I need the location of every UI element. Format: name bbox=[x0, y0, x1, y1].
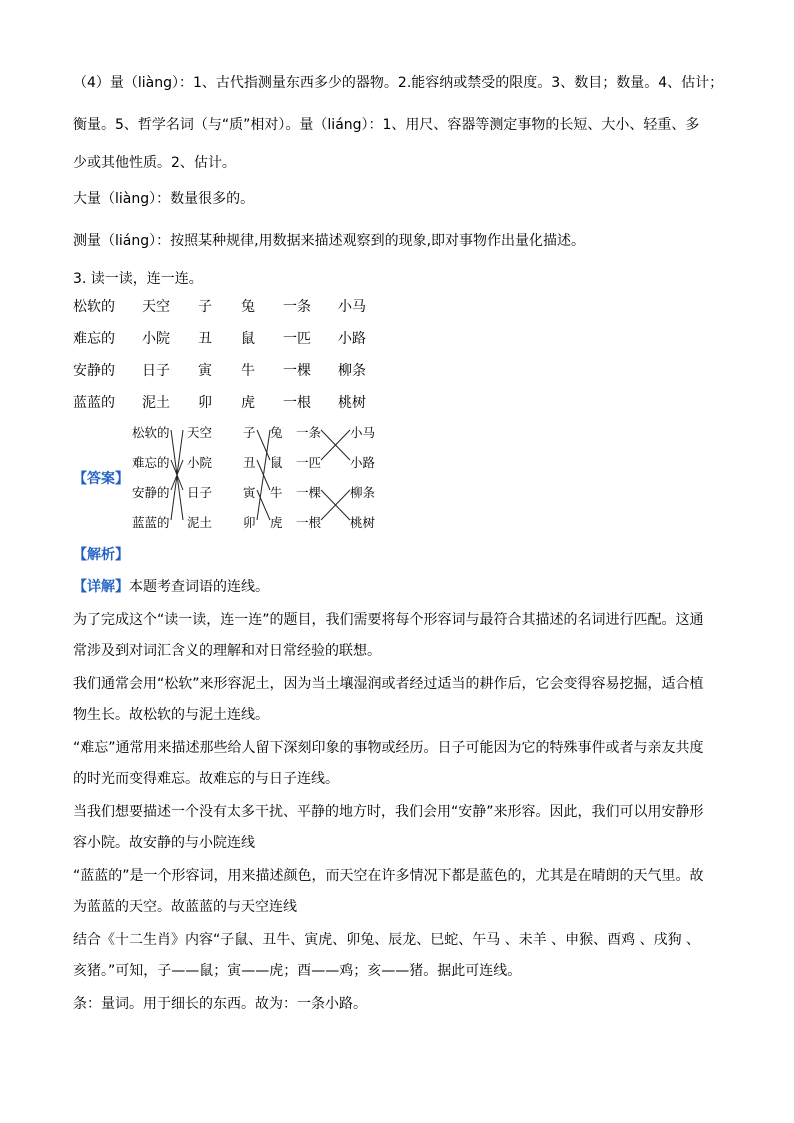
word-object: 小马 bbox=[338, 299, 366, 315]
answer-word: 蓝蓝的 bbox=[132, 515, 170, 530]
analysis-p6-line2: 亥猪。”可知，子——鼠；寅——虎；酉——鸡；亥——猪。据此可连线。 bbox=[73, 963, 522, 979]
answer-word: 一棵 bbox=[296, 485, 322, 500]
answer-word: 泥土 bbox=[187, 515, 213, 530]
answer-word: 桃树 bbox=[350, 515, 376, 530]
answer-word: 小马 bbox=[350, 425, 376, 440]
word-noun: 天空 bbox=[142, 299, 170, 315]
answer-word: 牛 bbox=[270, 485, 283, 500]
word-adj: 难忘的 bbox=[73, 331, 115, 347]
answer-word: 子 bbox=[243, 425, 256, 440]
line-mao-tu bbox=[257, 430, 270, 520]
answer-connecting-lines bbox=[125, 417, 385, 532]
word-branch: 寅 bbox=[198, 363, 212, 379]
answer-word: 安静的 bbox=[132, 485, 170, 500]
word-object: 桃树 bbox=[338, 395, 366, 411]
intro-line-1: （4）量（liàng）：1、古代指测量东西多少的器物。2.能容纳或禁受的限度。3、数目；数量。4、估计； bbox=[73, 75, 724, 91]
answer-word: 一匹 bbox=[296, 455, 322, 470]
intro-line-3: 少或其他性质。2、估计。 bbox=[73, 155, 236, 171]
analysis-p4-line1: 当我们想要描述一个没有太多干扰、平静的地方时，我们会用“安静”来形容。因此，我们可以用安静形 bbox=[73, 804, 704, 820]
answer-word: 一根 bbox=[296, 515, 322, 530]
word-adj: 安静的 bbox=[73, 363, 115, 379]
answer-word: 兔 bbox=[270, 425, 283, 440]
answer-word: 虎 bbox=[270, 515, 283, 530]
answer-word: 鼠 bbox=[270, 455, 283, 470]
answer-word: 一条 bbox=[296, 425, 322, 440]
celiang-definition: 测量（liáng）：按照某种规律,用数据来描述观察到的现象,即对事物作出量化描述。 bbox=[73, 233, 586, 249]
word-branch: 卯 bbox=[198, 395, 212, 411]
word-noun: 泥土 bbox=[142, 395, 170, 411]
detail-label: 【详解】 bbox=[73, 579, 129, 595]
analysis-p6-line1: 结合《十二生肖》内容“子鼠、丑牛、寅虎、卯兔、辰龙、巳蛇、午马 、未羊 、申猴、酉鸡 、戌狗 、 bbox=[73, 932, 701, 948]
answer-word: 小院 bbox=[187, 455, 213, 470]
analysis-p5-line2: 为蓝蓝的天空。故蓝蓝的与天空连线 bbox=[73, 899, 297, 915]
word-adj: 蓝蓝的 bbox=[73, 395, 115, 411]
word-branch: 子 bbox=[198, 299, 212, 315]
word-zodiac: 兔 bbox=[241, 299, 255, 315]
daliang-definition: 大量（liàng）：数量很多的。 bbox=[73, 191, 255, 207]
answer-word: 柳条 bbox=[350, 485, 376, 500]
word-noun: 日子 bbox=[142, 363, 170, 379]
analysis-p7: 条：量词。用于细长的东西。故为：一条小路。 bbox=[73, 996, 367, 1012]
answer-word: 丑 bbox=[243, 455, 256, 470]
answer-word: 日子 bbox=[187, 485, 213, 500]
analysis-p3-line2: 的时光而变得难忘。故难忘的与日子连线。 bbox=[73, 771, 339, 787]
answer-label: 【答案】 bbox=[73, 471, 129, 487]
word-object: 小路 bbox=[338, 331, 366, 347]
analysis-p1-line1: 为了完成这个“读一读，连一连”的题目，我们需要将每个形容词与最符合其描述的名词进行匹配。这通 bbox=[73, 612, 704, 628]
word-noun: 小院 bbox=[142, 331, 170, 347]
word-measure: 一根 bbox=[283, 395, 311, 411]
word-object: 柳条 bbox=[338, 363, 366, 379]
answer-word: 卯 bbox=[243, 515, 256, 530]
detail-line bbox=[73, 576, 269, 596]
analysis-p1-line2: 常涉及到对词汇含义的理解和对日常经验的联想。 bbox=[73, 643, 381, 659]
answer-word: 天空 bbox=[187, 425, 213, 440]
answer-word: 小路 bbox=[350, 455, 376, 470]
word-adj: 松软的 bbox=[73, 299, 115, 315]
analysis-label: 【解析】 bbox=[73, 547, 129, 563]
word-zodiac: 牛 bbox=[241, 363, 255, 379]
answer-word: 寅 bbox=[243, 485, 256, 500]
answer-word: 松软的 bbox=[132, 425, 170, 440]
analysis-p5-line1: “蓝蓝的”是一个形容词，用来描述颜色，而天空在许多情况下都是蓝色的，尤其是在晴朗的天气里。故 bbox=[73, 868, 704, 884]
analysis-p3-line1: “难忘”通常用来描述那些给人留下深刻印象的事物或经历。日子可能因为它的特殊事件或者与亲友共度 bbox=[73, 740, 704, 756]
detail-text: 本题考查词语的连线。 bbox=[129, 579, 269, 595]
word-zodiac: 鼠 bbox=[241, 331, 255, 347]
word-measure: 一条 bbox=[283, 299, 311, 315]
word-branch: 丑 bbox=[198, 331, 212, 347]
word-measure: 一匹 bbox=[283, 331, 311, 347]
intro-line-2: 衡量。5、哲学名词（与“质”相对）。量（liáng）：1、用尺、容器等测定事物的长短、大小、轻重、多 bbox=[73, 117, 700, 133]
word-zodiac: 虎 bbox=[241, 395, 255, 411]
analysis-p2-line2: 物生长。故松软的与泥土连线。 bbox=[73, 707, 269, 723]
analysis-p2-line1: 我们通常会用“松软”来形容泥土，因为当土壤湿润或者经过适当的耕作后，它会变得容易挖掘，适合植 bbox=[73, 676, 704, 692]
word-measure: 一棵 bbox=[283, 363, 311, 379]
answer-word: 难忘的 bbox=[132, 455, 170, 470]
analysis-p4-line2: 容小院。故安静的与小院连线 bbox=[73, 835, 255, 851]
question-title: 3. 读一读，连一连。 bbox=[73, 271, 203, 287]
